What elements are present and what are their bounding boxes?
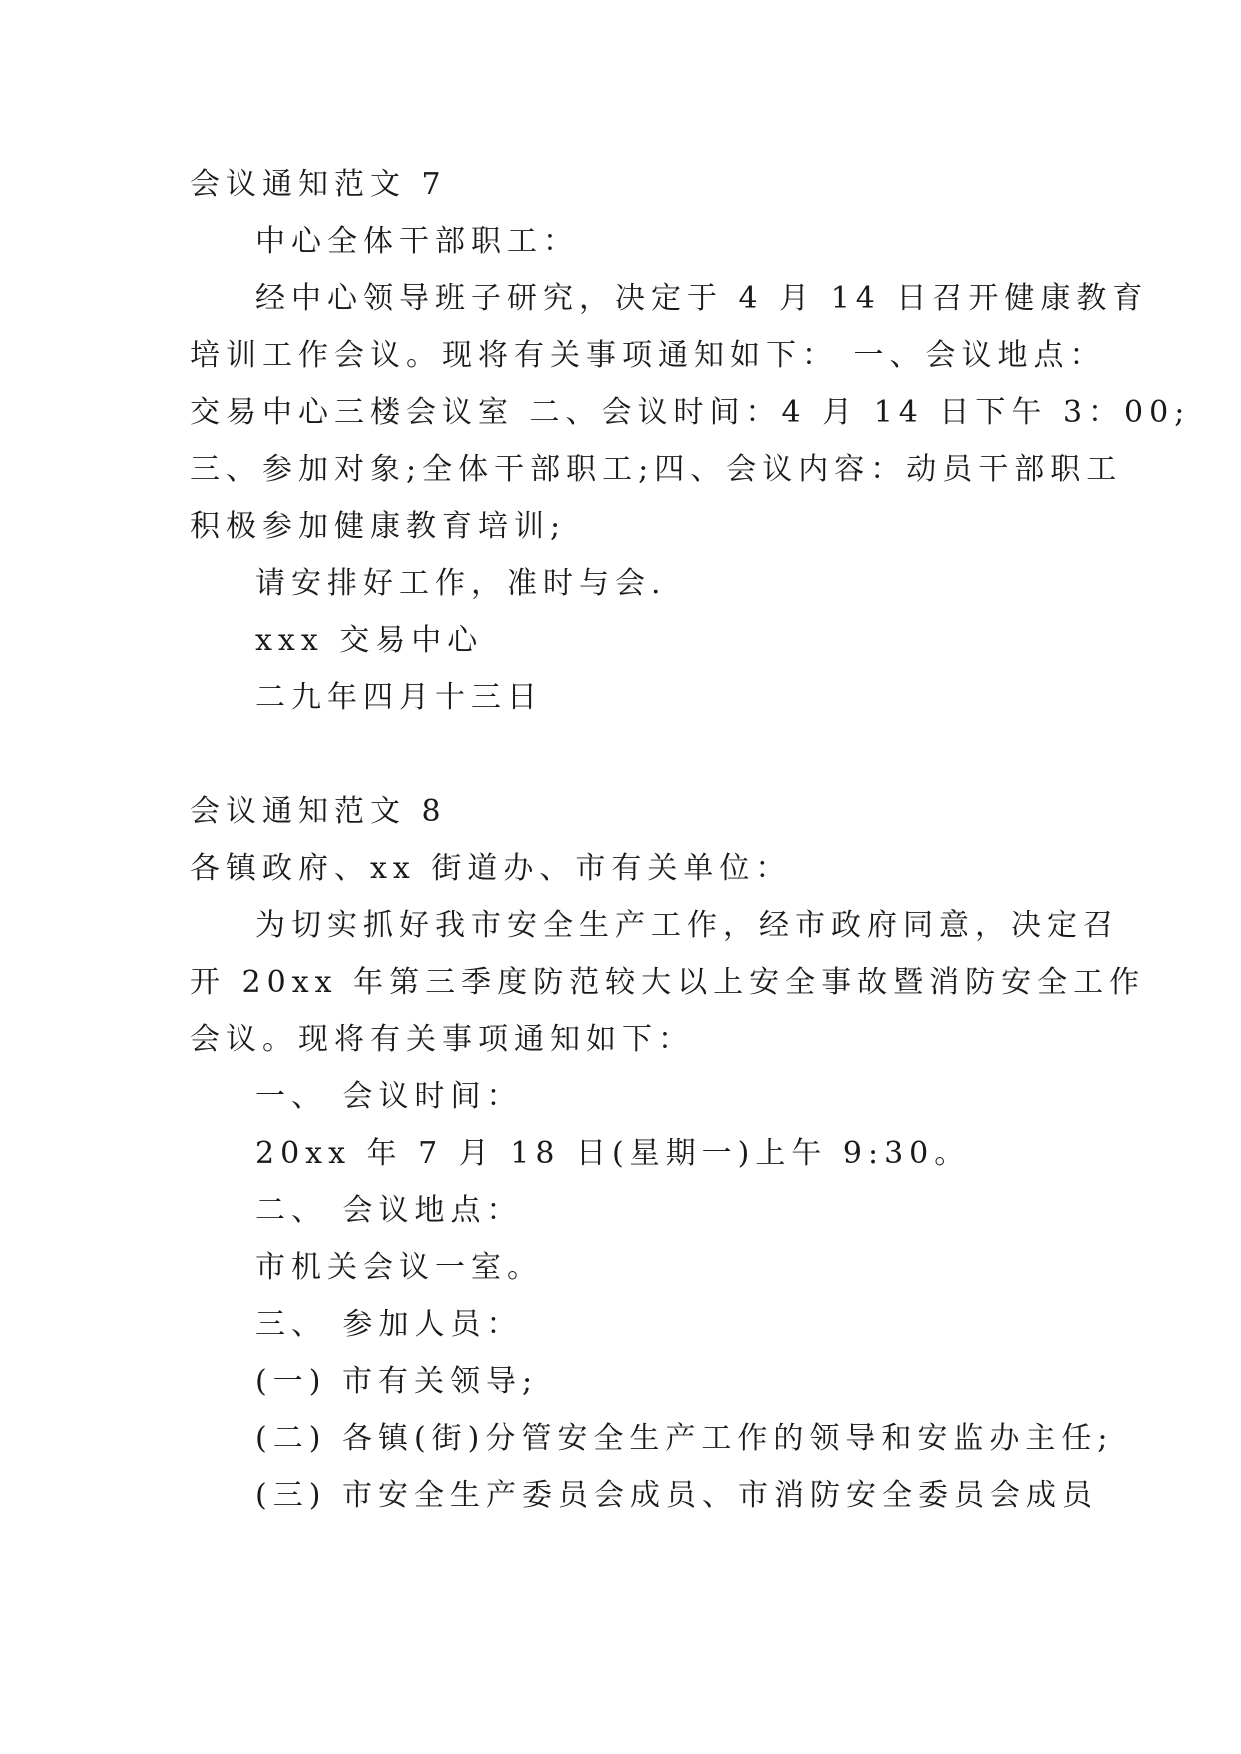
section8-participant-item: (三) 市安全生产委员会成员、市消防安全委员会成员: [255, 1478, 1098, 1513]
section8-item2-value: 市机关会议一室。: [255, 1250, 543, 1285]
section7-title: 会议通知范文 7: [190, 167, 447, 202]
section8-body-line: 会议。现将有关事项通知如下：: [190, 1022, 694, 1057]
section7-body-line: 经中心领导班子研究，决定于 4 月 14 日召开健康教育: [255, 281, 1149, 316]
section8-body-line: 为切实抓好我市安全生产工作，经市政府同意，决定召: [255, 908, 1119, 943]
section8-item3-heading: 三、 参加人员：: [255, 1307, 523, 1342]
section8-item1-heading: 一、 会议时间：: [255, 1079, 523, 1114]
section8-title: 会议通知范文 8: [190, 794, 447, 829]
section7-closing: 请安排好工作，准时与会.: [255, 566, 667, 601]
section8-participant-item: (一) 市有关领导;: [255, 1364, 539, 1399]
section7-date: 二九年四月十三日: [255, 680, 543, 715]
section8-item2-heading: 二、 会议地点：: [255, 1193, 523, 1228]
section7-body-line: 三、参加对象;全体干部职工;四、会议内容：动员干部职工: [190, 452, 1123, 487]
section7-salutation: 中心全体干部职工：: [255, 224, 579, 259]
section8-item1-value: 20xx 年 7 月 18 日(星期一)上午 9:30。: [255, 1136, 971, 1171]
section8-body-line: 开 20xx 年第三季度防范较大以上安全事故暨消防安全工作: [190, 965, 1146, 1000]
section8-participant-item: (二) 各镇(街)分管安全生产工作的领导和安监办主任;: [255, 1421, 1114, 1456]
section7-body-line: 交易中心三楼会议室 二、会议时间：4 月 14 日下午 3：00;: [190, 395, 1191, 430]
section7-body-line: 积极参加健康教育培训;: [190, 509, 567, 544]
section7-body-line: 培训工作会议。现将有关事项通知如下： 一、会议地点：: [190, 338, 1106, 373]
section7-signature: xxx 交易中心: [255, 623, 484, 658]
section8-salutation: 各镇政府、xx 街道办、市有关单位：: [190, 851, 792, 886]
